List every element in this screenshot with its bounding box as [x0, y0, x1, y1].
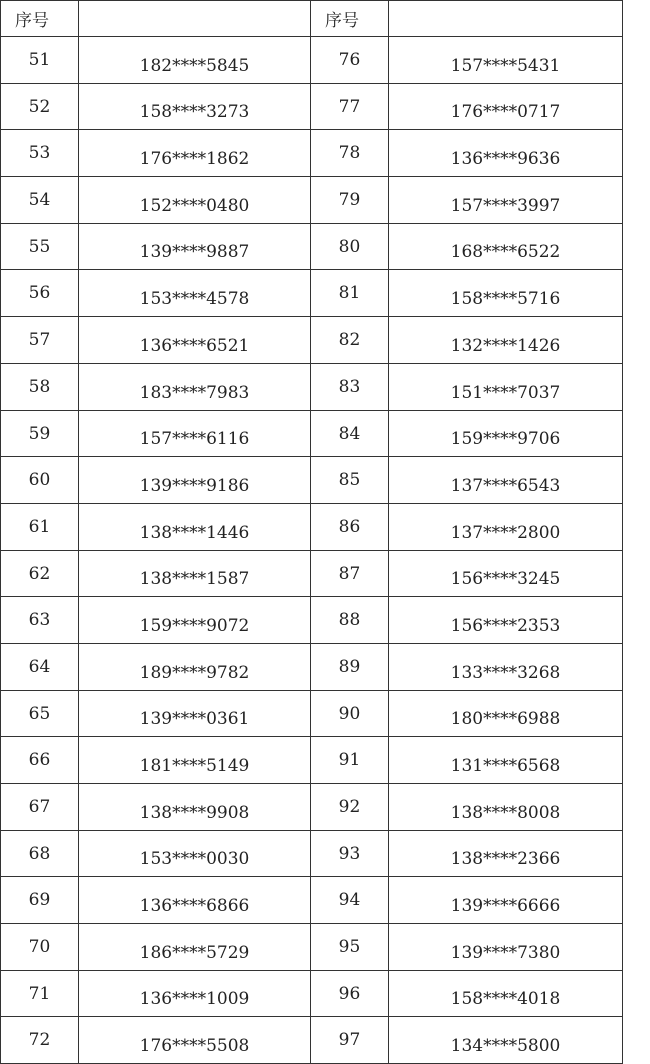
row-index-left: 54 [1, 177, 79, 224]
table-row [1, 784, 623, 831]
row-phone-left: 136****1009 [79, 970, 311, 1017]
row-index-right: 87 [311, 550, 389, 597]
row-index-left: 65 [1, 690, 79, 737]
table-row [1, 410, 623, 457]
row-index-left: 69 [1, 877, 79, 924]
row-phone-left: 136****6866 [79, 877, 311, 924]
table-row [1, 1017, 623, 1064]
row-index-left: 71 [1, 970, 79, 1017]
row-index-right: 82 [311, 317, 389, 364]
row-index-right: 88 [311, 597, 389, 644]
row-phone-right: 136****9636 [389, 130, 623, 177]
row-index-left: 57 [1, 317, 79, 364]
row-phone-right: 180****6988 [389, 690, 623, 737]
row-index-right: 85 [311, 457, 389, 504]
row-index-left: 63 [1, 597, 79, 644]
row-phone-right: 157****5431 [389, 37, 623, 84]
table-row [1, 550, 623, 597]
row-index-right: 97 [311, 1017, 389, 1064]
table-row [1, 643, 623, 690]
row-index-right: 95 [311, 924, 389, 971]
row-index-left: 70 [1, 924, 79, 971]
row-index-left: 66 [1, 737, 79, 784]
row-index-left: 61 [1, 503, 79, 550]
table-row [1, 270, 623, 317]
row-phone-right: 156****2353 [389, 597, 623, 644]
table-header-row [1, 1, 623, 37]
row-phone-right: 157****3997 [389, 177, 623, 224]
row-phone-left: 186****5729 [79, 924, 311, 971]
row-phone-right: 138****8008 [389, 784, 623, 831]
table-row [1, 37, 623, 84]
row-index-left: 67 [1, 784, 79, 831]
row-phone-left: 138****1587 [79, 550, 311, 597]
row-index-left: 64 [1, 643, 79, 690]
row-phone-right: 137****2800 [389, 503, 623, 550]
table-row [1, 877, 623, 924]
row-index-right: 78 [311, 130, 389, 177]
table-row [1, 690, 623, 737]
row-index-right: 81 [311, 270, 389, 317]
table-row [1, 503, 623, 550]
row-phone-left: 181****5149 [79, 737, 311, 784]
row-index-left: 52 [1, 83, 79, 130]
row-phone-right: 137****6543 [389, 457, 623, 504]
row-phone-left: 139****0361 [79, 690, 311, 737]
row-index-right: 83 [311, 363, 389, 410]
table-row [1, 363, 623, 410]
row-phone-left: 159****9072 [79, 597, 311, 644]
row-index-left: 56 [1, 270, 79, 317]
row-index-right: 92 [311, 784, 389, 831]
row-index-left: 58 [1, 363, 79, 410]
row-index-right: 77 [311, 83, 389, 130]
row-phone-left: 176****5508 [79, 1017, 311, 1064]
row-index-right: 89 [311, 643, 389, 690]
row-index-left: 51 [1, 37, 79, 84]
row-index-left: 53 [1, 130, 79, 177]
row-index-left: 59 [1, 410, 79, 457]
table-row [1, 737, 623, 784]
row-phone-left: 153****4578 [79, 270, 311, 317]
table-row [1, 970, 623, 1017]
header-index-right: 序号 [311, 1, 389, 37]
row-index-right: 84 [311, 410, 389, 457]
row-index-right: 86 [311, 503, 389, 550]
table-row [1, 83, 623, 130]
row-phone-left: 139****9887 [79, 223, 311, 270]
row-index-right: 96 [311, 970, 389, 1017]
row-index-left: 55 [1, 223, 79, 270]
row-phone-left: 153****0030 [79, 830, 311, 877]
table-row [1, 223, 623, 270]
row-phone-left: 139****9186 [79, 457, 311, 504]
row-index-left: 60 [1, 457, 79, 504]
row-phone-left: 189****9782 [79, 643, 311, 690]
row-index-right: 93 [311, 830, 389, 877]
row-phone-right: 159****9706 [389, 410, 623, 457]
row-phone-right: 156****3245 [389, 550, 623, 597]
header-index-left: 序号 [1, 1, 79, 37]
row-phone-left: 176****1862 [79, 130, 311, 177]
row-phone-right: 139****7380 [389, 924, 623, 971]
row-phone-right: 139****6666 [389, 877, 623, 924]
table-row [1, 130, 623, 177]
row-phone-right: 176****0717 [389, 83, 623, 130]
table-row [1, 597, 623, 644]
row-index-left: 68 [1, 830, 79, 877]
row-index-right: 94 [311, 877, 389, 924]
row-index-right: 90 [311, 690, 389, 737]
row-index-right: 76 [311, 37, 389, 84]
row-phone-right: 158****4018 [389, 970, 623, 1017]
row-phone-left: 182****5845 [79, 37, 311, 84]
row-phone-right: 132****1426 [389, 317, 623, 364]
row-index-right: 80 [311, 223, 389, 270]
header-phone-left [79, 1, 311, 37]
row-phone-left: 157****6116 [79, 410, 311, 457]
row-phone-left: 152****0480 [79, 177, 311, 224]
row-phone-left: 183****7983 [79, 363, 311, 410]
row-index-right: 79 [311, 177, 389, 224]
row-phone-right: 138****2366 [389, 830, 623, 877]
table-row [1, 317, 623, 364]
row-phone-left: 136****6521 [79, 317, 311, 364]
row-phone-right: 151****7037 [389, 363, 623, 410]
row-phone-right: 168****6522 [389, 223, 623, 270]
row-phone-left: 138****1446 [79, 503, 311, 550]
row-index-left: 72 [1, 1017, 79, 1064]
row-phone-left: 158****3273 [79, 83, 311, 130]
table-body [1, 37, 623, 1064]
table-row [1, 177, 623, 224]
table-row [1, 457, 623, 504]
row-phone-right: 134****5800 [389, 1017, 623, 1064]
row-phone-right: 158****5716 [389, 270, 623, 317]
row-index-left: 62 [1, 550, 79, 597]
row-phone-right: 131****6568 [389, 737, 623, 784]
row-phone-left: 138****9908 [79, 784, 311, 831]
table-row [1, 830, 623, 877]
row-index-right: 91 [311, 737, 389, 784]
table-row [1, 924, 623, 971]
row-phone-right: 133****3268 [389, 643, 623, 690]
header-phone-right [389, 1, 623, 37]
